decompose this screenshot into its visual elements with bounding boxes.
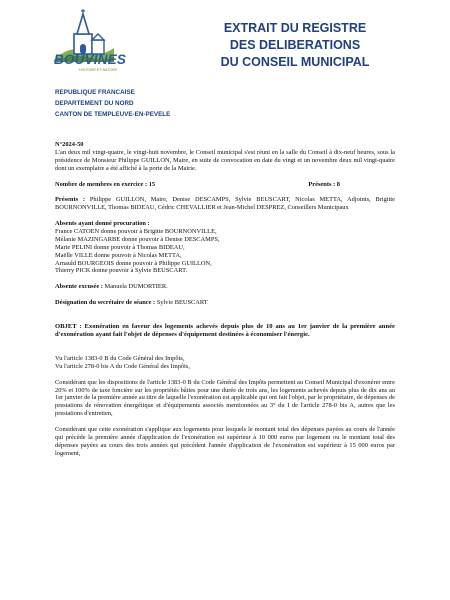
presents-label: Présents : (55, 196, 86, 204)
present-count: Présents : 8 (308, 180, 340, 188)
proxies-label: Absents ayant donné procuration : (55, 220, 150, 228)
proxy-line: Marie PELINI donne pouvoir à Thomas BIDEAU, (55, 243, 185, 251)
proxy-line: France CATOEN donne pouvoir à Brigitte BOURNONVILLE, (55, 227, 217, 235)
intro-paragraph: L'an deux mil vingt-quatre, le vingt-huit novembre, le Conseil municipal s'est réuni en la salle du Conseil à dix-neuf heures, sous la présidence de Monsieur Philippe GUILLON, Maire, en suite de convocation en date du vingt et un novembre deux mil vingt-quatre dont un exemplaire a été affiché à la porte de la Mairie. (55, 148, 395, 172)
title-line: EXTRAIT DU REGISTRE (223, 21, 367, 35)
title-line: DES DELIBERATIONS (229, 38, 361, 52)
admin-line: REPUBLIQUE FRANCAISE (55, 89, 135, 96)
document-title (190, 20, 400, 71)
object-label: OBJET : (55, 322, 82, 330)
administrative-header (55, 87, 170, 120)
secretary-paragraph (55, 299, 395, 307)
proxy-line: Arnauld BOURGEOIS donne pouvoir à Philippe GUILLON, (55, 259, 212, 267)
visa-line: Vu l'article 1383-0 B du Code Général des Impôts, (55, 354, 185, 362)
object-text: Exonération en faveur des logements achevés depuis plus de 10 ans au 1er janvier de la première année d'exonération ayant fait l'objet de dépenses d'équipement destinées à économiser l'énergie. (55, 322, 395, 338)
excused-paragraph (55, 283, 395, 291)
members-count: Nombre de membres en exercice : 15 (55, 180, 156, 188)
proxy-line: Maëlle VILLE donne pouvoir à Nicolas METTA, (55, 251, 182, 259)
logo-tagline: HISTOIRE ET NATURE (79, 68, 118, 72)
considerant-paragraph: Considérant que cette exonération s'applique aux logements pour lesquels le montant total des dépenses payées au cours de l'année qui précède la première année d'application de l'exonération est supérieur à 10 000 euros par logement ou le montant total des dépenses payées au cours des trois années qui précèdent l'année d'application de l'exonération est supérieur à 15 000 euros par logement, (55, 426, 395, 457)
excused-name: Manuela DUMORTIER. (104, 283, 168, 291)
visa-line: Vu l'article 278-0 bis A du Code Général des Impôts, (55, 362, 190, 370)
admin-line: DEPARTEMENT DU NORD (55, 100, 134, 107)
object-paragraph (55, 323, 395, 339)
proxy-line: Thierry PICK donne pouvoir à Sylvie BEUSCART. (55, 267, 188, 275)
proxy-line: Mélanie MAZINGARBE donne pouvoir à Denise DESCAMPS, (55, 235, 220, 243)
deliberation-number: N°2024-50 (55, 141, 84, 148)
title-line: DU CONSEIL MUNICIPAL (220, 55, 370, 69)
logo-wordmark: BOUVINES (54, 52, 127, 67)
secretary-name: Sylvie BEUSCART (156, 299, 208, 307)
presents-paragraph (55, 196, 395, 212)
attendance-counts (55, 181, 395, 189)
deliberation-body (55, 141, 395, 458)
excused-label: Absente excusée : (55, 283, 103, 291)
considerant-paragraph: Considérant que les dispositions de l'article 1383-0 B du Code Général des Impôts permettent au Conseil Municipal d'exonérer entre 20% et 100% de taxe foncière sur les propriétés bâties pour une durée de trois ans, les logements achevés depuis plus de dix ans au 1er janvier de la première année au titre de laquelle l'exonération est applicable qui ont fait l'objet, par le propriétaire, de dépenses de prestations de rénovation énergétique et d'équipements associés mentionnées au 3° du I de l'article 278-0 bis A, autres que les prestations d'entretien, (55, 378, 395, 418)
presents-list: Philippe GUILLON, Maire, Denise DESCAMPS, Sylvie BEUSCART, Nicolas METTA, Adjoints, Brigitte BOURNONVILLE, Thomas BIDEAU, Cédric CHEVALLIER et Jean-Michel DESPREZ, Conseillers Municipaux (55, 196, 395, 212)
secretary-label: Désignation du secrétaire de séance : (55, 299, 156, 307)
admin-line: CANTON DE TEMPLEUVE-EN-PEVELE (55, 111, 171, 118)
